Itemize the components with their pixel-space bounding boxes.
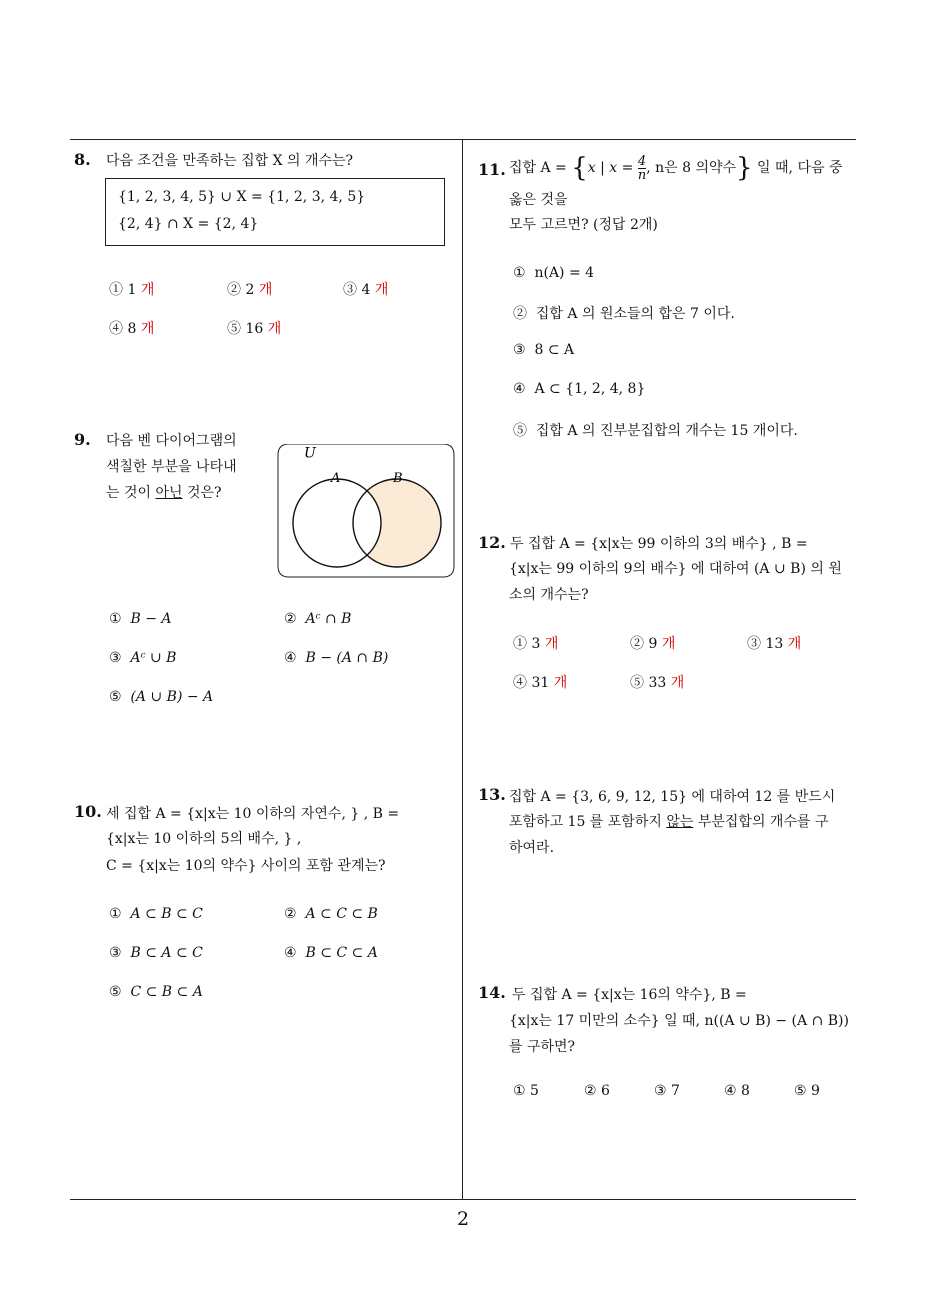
option-value: B − A (130, 611, 172, 627)
option-mark: ① (109, 611, 122, 627)
option-mark: ② (284, 906, 297, 922)
option-value: 3 (531, 636, 541, 652)
option-unit: 개 (544, 636, 559, 652)
option-4[interactable] (513, 672, 567, 692)
text-part: 포함하고 15 를 포함하지 (509, 814, 667, 830)
question-text-line (509, 152, 842, 184)
option-mark: ⑤ (794, 1083, 807, 1099)
option-mark: ① (109, 906, 122, 922)
option-mark: ③ (654, 1083, 667, 1099)
option-5[interactable] (630, 672, 684, 692)
option-mark: ④ (284, 650, 297, 666)
set-condition: , n은 8 의약수 (646, 160, 737, 176)
option-value: 8 (741, 1083, 750, 1099)
option-mark: ⑤ (227, 321, 241, 337)
option-1[interactable] (513, 1083, 539, 1099)
page-number: 2 (456, 1208, 470, 1230)
option-value: A ⊂ C ⊂ B (305, 906, 378, 922)
question-number: 12. (478, 533, 506, 552)
option-mark: ⑤ (109, 984, 122, 1000)
option-1[interactable] (109, 906, 203, 922)
option-3[interactable] (513, 342, 574, 358)
question-text-line: 색칠한 부분을 나타내 (106, 459, 237, 475)
text-part: 집합 A = (509, 160, 572, 176)
option-mark: ③ (109, 945, 122, 961)
option-mark: ④ (109, 321, 123, 337)
option-mark: ⑤ (109, 689, 122, 705)
question-text-line: {x|x는 10 이하의 5의 배수, } , (106, 831, 302, 847)
option-unit: 개 (140, 282, 155, 298)
option-value: B ⊂ A ⊂ C (130, 945, 203, 961)
option-3[interactable] (109, 650, 176, 666)
option-value: 6 (601, 1083, 610, 1099)
question-text-line: {x|x는 99 이하의 9의 배수} 에 대하여 (A ∪ B) 의 원 (509, 561, 842, 577)
option-4[interactable] (724, 1083, 750, 1099)
option-value: 1 (127, 282, 137, 298)
option-2[interactable] (584, 1083, 610, 1099)
option-value: (A ∪ B) − A (130, 689, 214, 705)
option-mark: ① (513, 636, 527, 652)
option-3[interactable] (747, 633, 801, 653)
option-unit: 개 (140, 321, 155, 337)
shaded-region (367, 479, 441, 567)
option-3[interactable] (654, 1083, 680, 1099)
question-text-line (106, 482, 222, 502)
option-unit: 개 (661, 636, 676, 652)
option-5[interactable] (794, 1083, 820, 1099)
option-2[interactable] (284, 906, 378, 922)
question-number: 11. (478, 160, 506, 179)
option-mark: ④ (513, 381, 526, 397)
question-number: 8. (74, 150, 91, 169)
option-mark: ⑤ (630, 675, 644, 691)
option-value: 집합 A 의 진부분집합의 개수는 15 개이다. (535, 423, 798, 439)
question-number: 10. (74, 802, 102, 821)
option-4[interactable] (513, 381, 645, 397)
option-mark: ② (227, 282, 241, 298)
option-mark: ④ (513, 675, 527, 691)
option-unit: 개 (670, 675, 685, 691)
option-3[interactable] (109, 945, 203, 961)
condition-intersection: {2, 4} ∩ X = {2, 4} (118, 216, 259, 232)
option-value: 7 (671, 1083, 680, 1099)
option-1[interactable] (513, 265, 594, 281)
option-value: 2 (245, 282, 255, 298)
question-number: 14. (478, 983, 506, 1002)
text-part: 것은? (182, 485, 222, 501)
option-value: 8 (127, 321, 137, 337)
option-mark: ② (584, 1083, 597, 1099)
question-text-line: {x|x는 17 미만의 소수} 일 때, n((A ∪ B) − (A ∩ B)) (509, 1013, 849, 1029)
option-mark: ④ (724, 1083, 737, 1099)
option-unit: 개 (267, 321, 282, 337)
option-value: C ⊂ B ⊂ A (130, 984, 203, 1000)
bottom-rule (70, 1199, 856, 1200)
option-mark: ⑤ (513, 423, 527, 439)
option-2[interactable] (227, 279, 272, 299)
question-number: 13. (478, 785, 506, 804)
option-5[interactable] (227, 318, 281, 338)
option-value: 5 (530, 1083, 539, 1099)
underlined-word: 아닌 (155, 485, 183, 501)
column-divider (462, 139, 463, 1200)
question-text-line: 모두 고르면? (정답 2개) (509, 217, 658, 233)
venn-diagram (277, 444, 455, 578)
option-mark: ② (630, 636, 644, 652)
right-brace: } (736, 153, 753, 183)
option-5[interactable] (513, 420, 798, 440)
condition-union: {1, 2, 3, 4, 5} ∪ X = {1, 2, 3, 4, 5} (118, 189, 366, 205)
question-text: 다음 조건을 만족하는 집합 X 의 개수는? (106, 153, 354, 169)
option-2[interactable] (630, 633, 675, 653)
option-value: 9 (811, 1083, 820, 1099)
option-unit: 개 (553, 675, 568, 691)
condition-box (105, 178, 445, 246)
question-text-line: 하여라. (509, 840, 555, 856)
question-text-line: 옳은 것을 (509, 192, 568, 208)
text-part: 일 때, 다음 중 (752, 160, 843, 176)
option-unit: 개 (258, 282, 273, 298)
set-a-label: A (331, 471, 341, 486)
option-value: 4 (361, 282, 371, 298)
option-value: 13 (765, 636, 784, 652)
option-value: n(A) = 4 (534, 265, 595, 281)
question-number: 9. (74, 430, 91, 449)
left-brace: { (571, 153, 588, 183)
text-part: 부분집합의 개수를 구 (693, 814, 829, 830)
question-text-line: 집합 A = {3, 6, 9, 12, 15} 에 대하여 12 를 반드시 (509, 789, 836, 805)
top-rule (70, 139, 856, 140)
option-1[interactable] (109, 611, 172, 627)
question-text-line: C = {x|x는 10의 약수} 사이의 포함 관계는? (106, 858, 386, 874)
option-unit: 개 (374, 282, 389, 298)
question-text-line: 두 집합 A = {x|x는 99 이하의 3의 배수} , B = (510, 536, 808, 552)
option-2[interactable] (284, 611, 351, 627)
option-mark: ① (513, 265, 526, 281)
option-value: Aᶜ ∩ B (305, 611, 352, 627)
question-text-line: 를 구하면? (509, 1039, 576, 1055)
set-b-label: B (393, 471, 403, 486)
option-mark: ② (284, 611, 297, 627)
option-mark: ① (109, 282, 123, 298)
option-mark: ③ (109, 650, 122, 666)
option-4[interactable] (284, 650, 388, 666)
option-value: 31 (531, 675, 550, 691)
underlined-word: 않는 (666, 814, 694, 830)
option-1[interactable] (513, 633, 558, 653)
option-4[interactable] (109, 318, 154, 338)
question-text-line: 두 집합 A = {x|x는 16의 약수}, B = (512, 987, 747, 1003)
fraction-numerator: 4 (637, 153, 647, 169)
option-mark: ③ (747, 636, 761, 652)
option-2[interactable] (513, 303, 735, 323)
option-mark: ③ (343, 282, 357, 298)
option-value: B − (A ∩ B) (305, 650, 389, 666)
question-text-line: 다음 벤 다이어그램의 (106, 433, 237, 449)
option-value: 33 (648, 675, 667, 691)
option-5[interactable] (109, 689, 213, 705)
option-value: A ⊂ B ⊂ C (130, 906, 203, 922)
option-value: 16 (245, 321, 264, 337)
fraction (638, 155, 646, 182)
set-builder: x | x = (587, 160, 638, 176)
option-1[interactable] (109, 279, 154, 299)
option-3[interactable] (343, 279, 388, 299)
text-part: 는 것이 (106, 485, 156, 501)
question-text-line (509, 811, 828, 831)
option-mark: ② (513, 306, 527, 322)
venn-svg (277, 444, 455, 578)
option-value: 9 (648, 636, 658, 652)
option-value: B ⊂ C ⊂ A (305, 945, 378, 961)
option-mark: ① (513, 1083, 526, 1099)
option-value: A ⊂ {1, 2, 4, 8} (534, 381, 646, 397)
option-value: Aᶜ ∪ B (130, 650, 177, 666)
option-mark: ③ (513, 342, 526, 358)
option-5[interactable] (109, 984, 203, 1000)
circle-a (293, 479, 381, 567)
question-text-line: 소의 개수는? (509, 587, 589, 603)
option-value: 집합 A 의 원소들의 합은 7 이다. (535, 306, 735, 322)
question-text-line: 세 집합 A = {x|x는 10 이하의 자연수, } , B = (106, 806, 400, 822)
option-value: 8 ⊂ A (534, 342, 575, 358)
option-4[interactable] (284, 945, 378, 961)
fraction-denominator: n (637, 167, 647, 183)
universe-label: U (304, 445, 316, 462)
option-unit: 개 (787, 636, 802, 652)
option-mark: ④ (284, 945, 297, 961)
